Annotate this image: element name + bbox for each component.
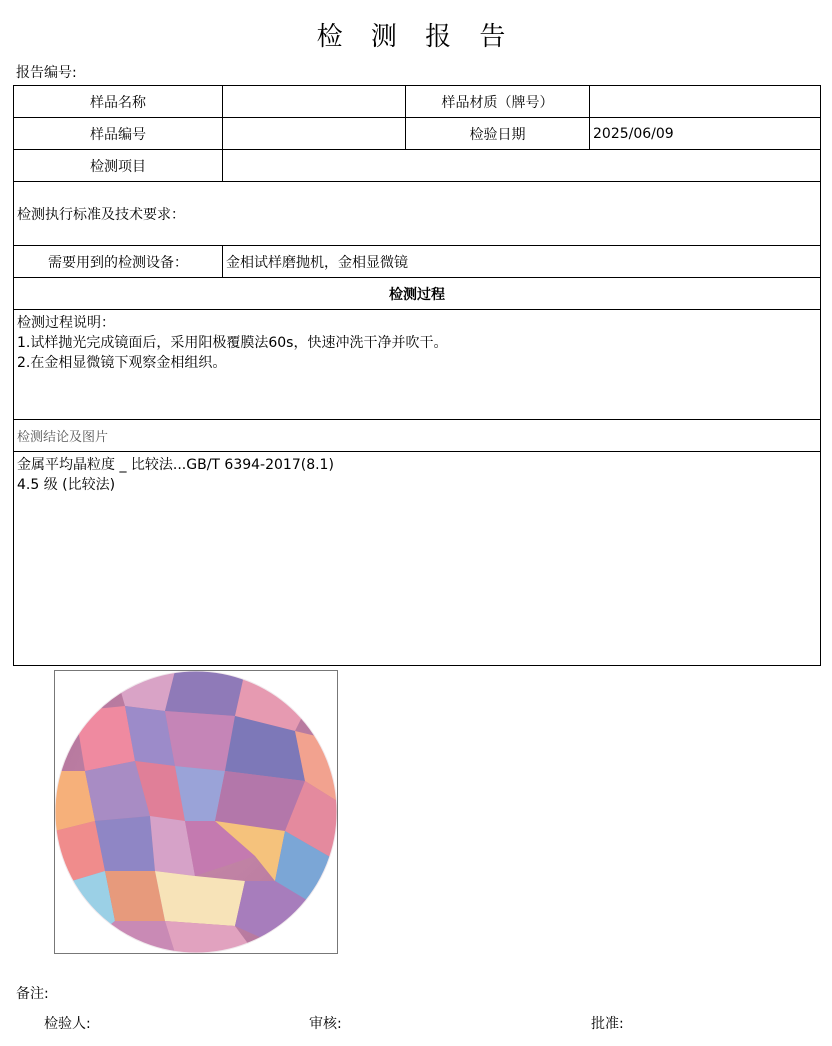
- material-value[interactable]: [590, 86, 821, 118]
- sample-number-value[interactable]: [223, 118, 406, 150]
- reviewer-label: 审核:: [309, 1016, 342, 1032]
- inspection-date-value[interactable]: 2025/06/09: [590, 118, 821, 150]
- process-description-title: 检测过程说明：: [17, 315, 115, 331]
- inspector-label: 检验人:: [44, 1016, 91, 1032]
- equipment-label: 需要用到的检测设备：: [14, 246, 223, 278]
- sample-name-label: 样品名称: [14, 86, 223, 118]
- process-step-1: 1.试样抛光完成镜面后，采用阳极覆膜法60s，快速冲洗干净并吹干。: [17, 335, 448, 351]
- test-item-label: 检测项目: [14, 150, 223, 182]
- sample-number-label: 样品编号: [14, 118, 223, 150]
- process-description: [14, 310, 821, 420]
- result-line-2: 4.5 级 (比较法): [17, 477, 116, 493]
- test-item-value[interactable]: [223, 150, 821, 182]
- remark-label: 备注:: [16, 986, 49, 1002]
- approver-label: 批准:: [591, 1016, 624, 1032]
- result-cell: [14, 452, 821, 666]
- process-step-2: 2.在金相显微镜下观察金相组织。: [17, 355, 227, 371]
- micrograph-svg: [55, 671, 337, 953]
- material-label: 样品材质（牌号）: [406, 86, 590, 118]
- process-header: 检测过程: [14, 278, 821, 310]
- inspection-date-label: 检验日期: [406, 118, 590, 150]
- standard-label: 检测执行标准及技术要求：: [14, 182, 821, 246]
- sample-name-value[interactable]: [223, 86, 406, 118]
- report-title: 检 测 报 告: [316, 22, 516, 52]
- result-line-1: 金属平均晶粒度 _ 比较法...GB/T 6394-2017(8.1): [17, 457, 334, 473]
- equipment-value[interactable]: 金相试样磨抛机，金相显微镜: [223, 246, 821, 278]
- conclusion-label: 检测结论及图片: [14, 420, 821, 452]
- report-number-label: 报告编号:: [16, 65, 77, 81]
- report-table: [13, 85, 821, 666]
- micrograph-image: [54, 670, 338, 954]
